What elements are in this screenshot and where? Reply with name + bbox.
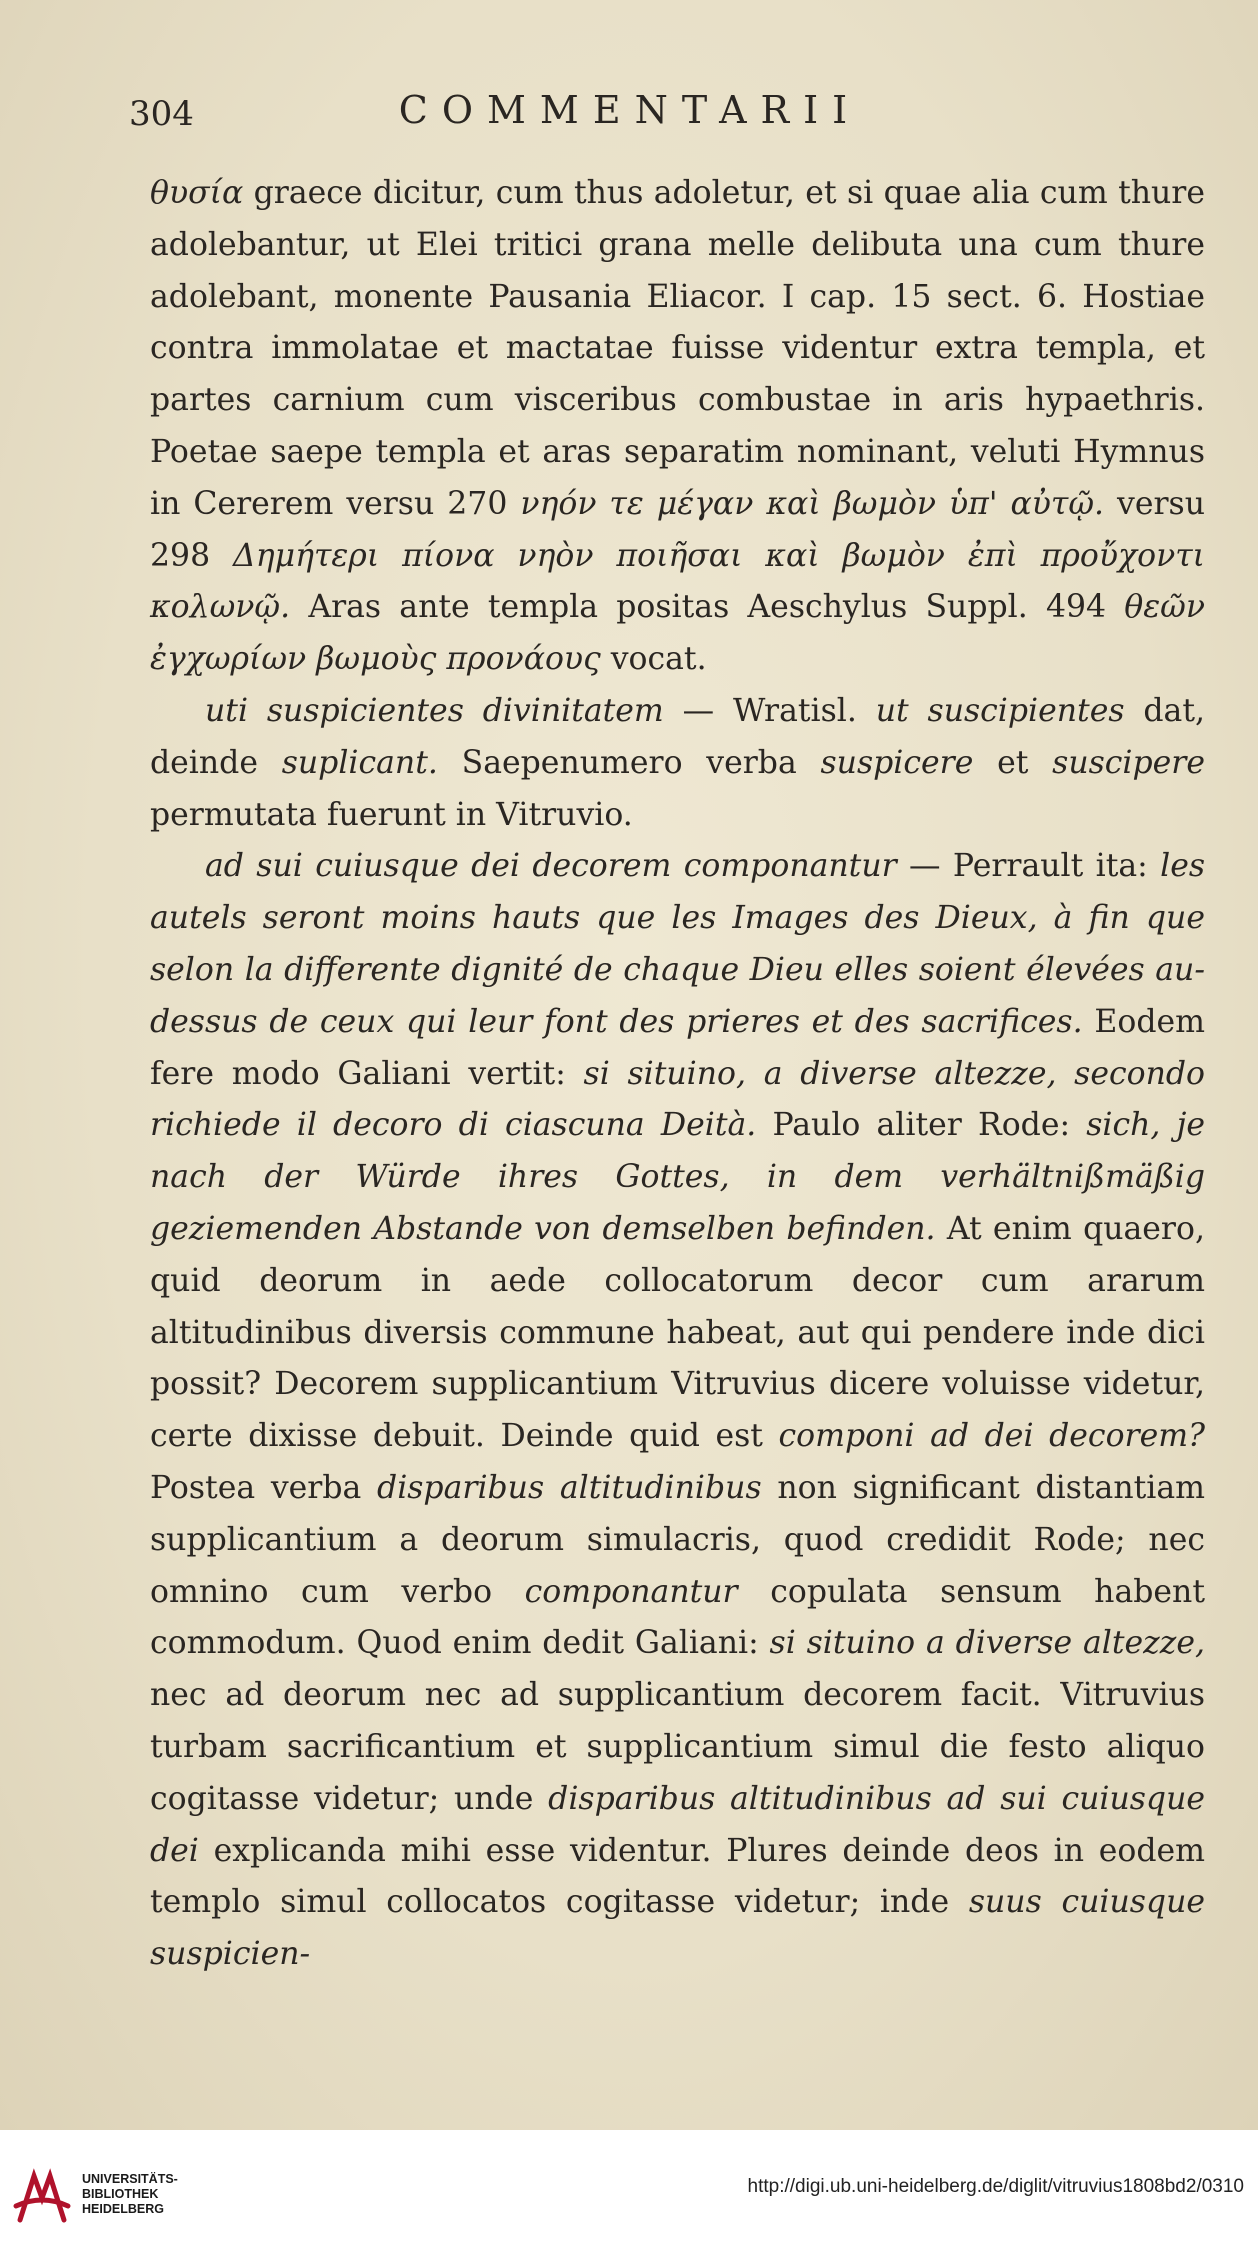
library-name-line: BIBLIOTHEK xyxy=(82,2187,159,2201)
paragraph xyxy=(150,686,1205,841)
text-run: permutata fuerunt in Vitruvio. xyxy=(150,796,633,833)
page-header xyxy=(125,88,1135,138)
text-run: graece dicitur, cum thus adoletur, et si quae alia cum thure adolebantur, ut Elei tritici grana melle delibuta una cum thure adolebant, monente Pausania Eliacor. I cap. 15 sect. 6. Hostiae contra immolatae et mactatae fuisse videntur extra templa, et partes carnium cum visceribus combustae in aris hypaethris. Poetae saepe templa et aras separatim nominant, veluti Hymnus in Cererem versu 270 xyxy=(150,175,1205,522)
heidelberg-library-logo-icon xyxy=(12,2168,72,2228)
italic-citation: disparibus altitudinibus xyxy=(377,1469,762,1506)
text-run: At enim quaero, quid deorum in aede collocatorum decor cum ararum altitudinibus diversis commune habeat, aut qui pendere inde dici possit? Decorem supplicantium Vitruvius dicere voluisse videtur, certe dixisse debuit. Deinde quid est xyxy=(150,1210,1205,1455)
text-run: Paulo aliter Rode: xyxy=(756,1107,1087,1144)
text-run: dat, deinde xyxy=(150,692,1206,781)
italic-citation: suspicere xyxy=(820,744,974,781)
text-run: explicanda mihi esse videntur. Plures deinde deos in eodem templo simul collocatos cogitasse videtur; inde xyxy=(150,1832,1205,1921)
text-run: nec ad deorum nec ad supplicantium decorem facit. Vitruvius turbam sacrificantium et supplicantium simul die festo aliquo cogitasse videtur; unde xyxy=(150,1677,1205,1817)
library-name-line: HEIDELBERG xyxy=(82,2202,164,2216)
italic-citation: sich, je nach der Würde ihres Gottes, in dem verhältnißmäßig geziemenden Abstande von demselben befinden. xyxy=(150,1107,1206,1247)
text-run: — Wratisl. xyxy=(663,692,876,729)
italic-citation: componi ad dei decorem? xyxy=(778,1418,1205,1455)
italic-citation: si situino, a diverse altezze, secondo richiede il decoro di ciascuna Deità. xyxy=(150,1055,1206,1144)
greek-quotation: νηόν τε μέγαν καὶ βωμὸν ὑπ' αὐτῷ. xyxy=(520,485,1105,522)
source-url[interactable]: http://digi.ub.uni-heidelberg.de/diglit/vitruvius1808bd2/0310 xyxy=(747,2176,1244,2197)
greek-quotation: Δημήτερι πίονα νηὸν ποιῆσαι καὶ βωμὸν ἐπὶ προὔχοντι κολωνῷ. xyxy=(150,537,1205,626)
library-name xyxy=(82,2172,178,2217)
italic-citation: suscipere xyxy=(1052,744,1205,781)
text-run: Eodem fere modo Galiani vertit: xyxy=(150,1003,1205,1092)
italic-citation: les autels seront moins hauts que les Images des Dieux, à fin que selon la differente dignité de chaque Dieu elles soient élevées au-dessus de ceux qui leur font des prieres et des sacrifices. xyxy=(150,848,1206,1040)
paragraph xyxy=(150,841,1205,1981)
text-run: Postea verba xyxy=(150,1469,378,1506)
text-run: — Perrault ita: xyxy=(896,848,1161,885)
text-run: versu 298 xyxy=(150,485,1205,574)
italic-citation: suplicant. xyxy=(281,744,438,781)
text-run: copulata sensum habent commodum. Quod enim dedit Galiani: xyxy=(150,1573,1205,1662)
text-run: Saepenumero verba xyxy=(437,744,821,781)
commentary-text xyxy=(150,168,1205,1981)
page-number: 304 xyxy=(129,94,194,134)
paragraph xyxy=(150,168,1205,686)
italic-citation: componantur xyxy=(524,1573,738,1610)
library-name-line: UNIVERSITÄTS- xyxy=(82,2172,178,2186)
italic-citation: ad sui cuiusque dei decorem componantur xyxy=(205,848,897,885)
italic-citation: disparibus altitudinibus ad sui cuiusque dei xyxy=(150,1780,1206,1869)
text-run: vocat. xyxy=(600,641,707,678)
greek-quotation: θεῶν ἐγχωρίων βωμοὺς προνάους xyxy=(150,589,1205,678)
italic-citation: si situino a diverse altezze, xyxy=(769,1625,1205,1662)
text-run: Aras ante templa positas Aeschylus Suppl. 494 xyxy=(290,589,1125,626)
italic-citation: uti suspicientes divinitatem xyxy=(205,692,664,729)
italic-citation: ut suscipientes xyxy=(875,692,1125,729)
running-title: COMMENTARII xyxy=(398,88,862,132)
italic-citation: suus cuiusque suspicien- xyxy=(150,1884,1206,1973)
text-run: non significant distantiam supplicantium a deorum simulacris, quod credidit Rode; nec omnino cum verbo xyxy=(150,1469,1205,1610)
greek-quotation: θυσία xyxy=(150,175,244,211)
text-run: et xyxy=(973,744,1053,781)
